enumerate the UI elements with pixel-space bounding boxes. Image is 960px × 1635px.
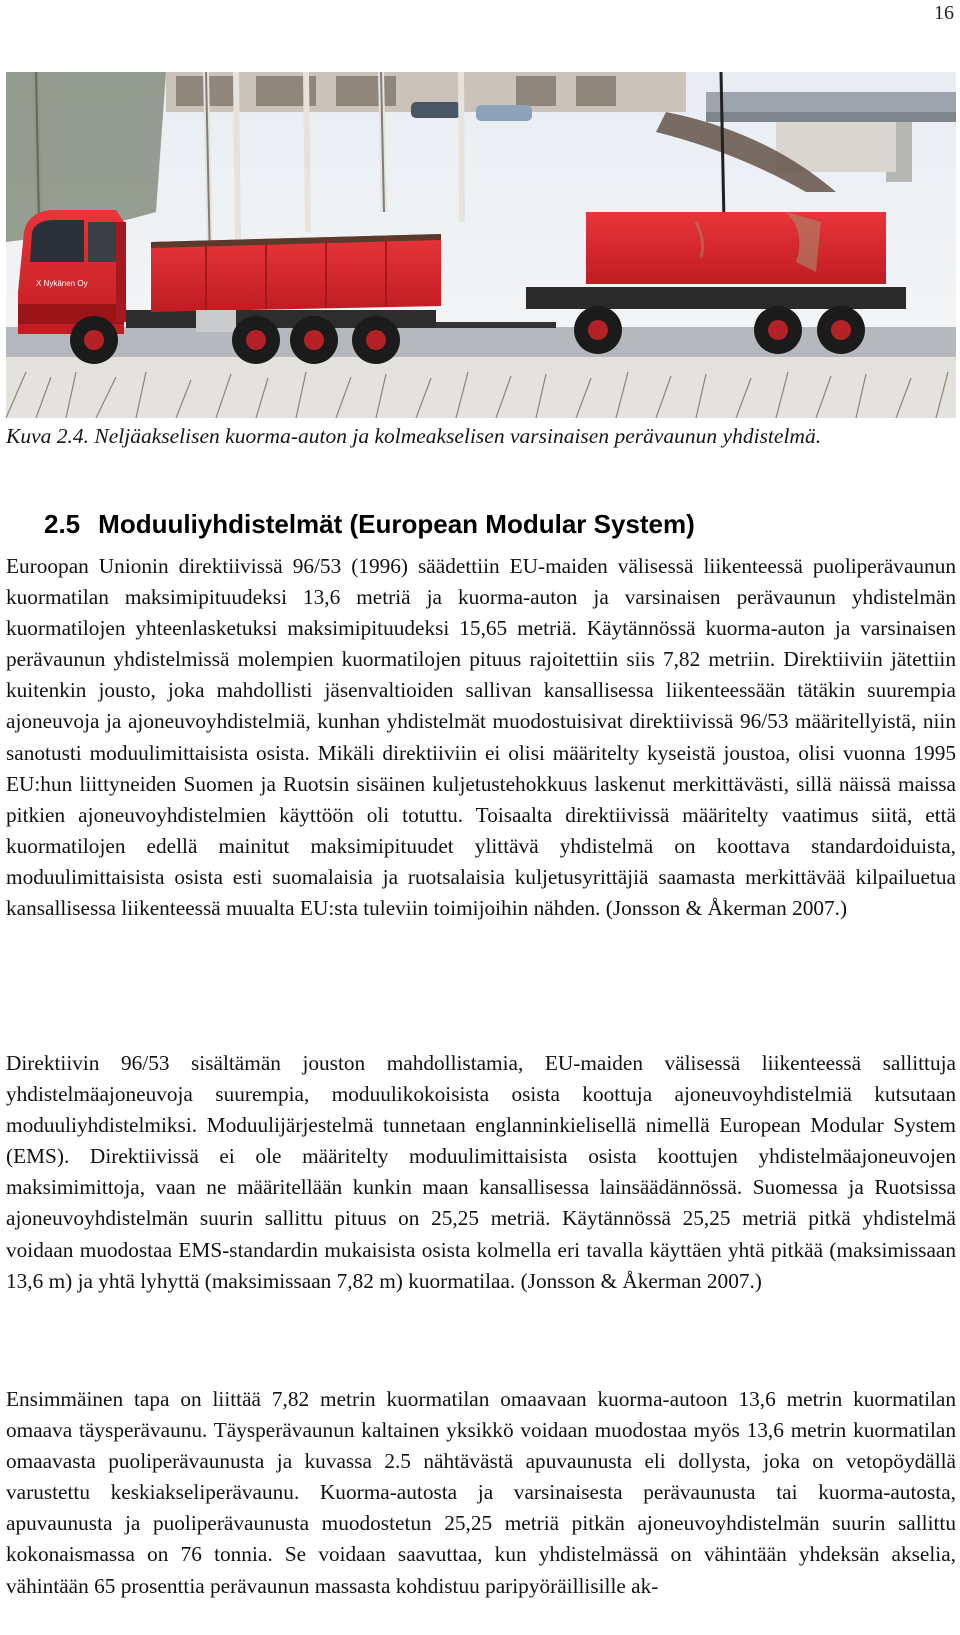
- paragraph-1: Euroopan Unionin direktiivissä 96/53 (1996) säädettiin EU-maiden välisessä liikenteessä puoliperävaunun kuormatilan maksimipituudeksi 13,6 metriä ja kuorma-auton ja varsinaisen perävaunun yhdistelmän kuormatilojen yhteenlasketuksi maksimipituudeksi 15,65 metriä. Käytännössä kuorma-auton ja varsinaisen perävaunun yhdistelmissä molempien kuormatilojen pituus rajoitettiin siis 7,82 metriin. Direktiiviin jätettiin kuitenkin jousto, joka mahdollisti jäsenvaltioiden sallivan kansallisessa liikenteessään tätäkin suurempia ajoneuvoja ja ajoneuvoyhdistelmiä, kunhan yhdistelmät muodostuisivat direktiivissä 96/53 määritellyistä, niin sanotusti moduulimittaisista osista. Mikäli direktiiviin ei olisi määritelty kyseistä joustoa, olisi vuonna 1995 EU:hun liittyneiden Suomen ja Ruotsin sisäinen kuljetustehokkuus laskenut merkittävästi, sillä näissä maissa pitkien ajoneuvoyhdistelmien käyttöön oli totuttu. Toisaalta direktiivissä määritelty vaatimus siitä, että kuormatilojen edellä mainitut maksimipituudet ylittävä yhdistelmä on koottava standardoiduista, moduulimittaisista osista esti suomalaisia ja ruotsalaisia kuljetusyrittäjiä saamasta merkittävää kilpailuetua kansallisessa liikenteessä muualta EU:sta tuleviin toimijoihin nähden. (Jonsson & Åkerman 2007.): [6, 554, 956, 921]
- paragraph-2: Direktiivin 96/53 sisältämän jouston mahdollistamia, EU-maiden välisessä liikenteessä sallittuja yhdistelmäajoneuvoja suurempia, moduulikokoisista osista koottuja ajoneuvoyhdistelmiä kutsutaan moduuliyhdistelmiksi. Moduulijärjestelmä tunnetaan englanninkielisellä nimellä European Modular System (EMS). Direktiivissä ei ole määritelty moduulimittaisista osista koottujen yhdistelmäajoneuvojen maksimimittoja, vaan ne määritellään kunkin maan kansallisessa lainsäädännössä. Suomessa ja Ruotsissa ajoneuvoyhdistelmän suurin sallittu pituus on 25,25 metriä. Käytännössä 25,25 metriä pitkä yhdistelmä voidaan muodostaa EMS-standardin mukaisista osista kolmella eri tavalla käyttäen yhtä pitkää (maksimissaan 13,6 m) ja yhtä lyhyttä (maksimissaan 7,82 m) kuormatilaa. (Jonsson & Åkerman 2007.): [6, 1051, 956, 1293]
- section-heading: [6, 506, 956, 542]
- page-number: 16: [934, 2, 954, 24]
- truck-photo: [6, 72, 956, 418]
- truck-logo-text: X Nykänen Oy: [36, 279, 88, 288]
- paragraph-3: Ensimmäinen tapa on liittää 7,82 metrin kuormatilan omaavaan kuorma-autoon 13,6 metrin kuormatilan omaava täysperävaunu. Täysperävaunun kaltainen yksikkö voidaan muodostaa myös 13,6 metrin kuormatilan omaavasta puoliperävaunusta ja kuvassa 2.5 nähtävästä apuvaunusta eli dollysta, joka on vetopöydällä varustettu keskiakseliperävaunu. Kuorma-autosta ja varsinaisesta perävaunusta tai kuorma-autosta, apuvaunusta ja puoliperävaunusta muodostetun 25,25 metriä pitkän ajoneuvoyhdistelmän suurin sallittu kokonaismassa on 76 tonnia. Se voidaan saavuttaa, kun yhdistelmässä on vähintään yhdeksän akselia, vähintään 65 prosenttia perävaunun massasta kohdistuu paripyöräillisille ak-: [6, 1387, 956, 1598]
- section-number: 2.5: [44, 509, 81, 539]
- figure-caption: Kuva 2.4. Neljäakselisen kuorma-auton ja kolmeakselisen varsinaisen perävaunun yhdistelmä.: [6, 424, 822, 448]
- truck-cab: [18, 210, 126, 334]
- truck-photo-illustration: [6, 72, 956, 418]
- section-title: Moduuliyhdistelmät (European Modular System): [98, 509, 695, 539]
